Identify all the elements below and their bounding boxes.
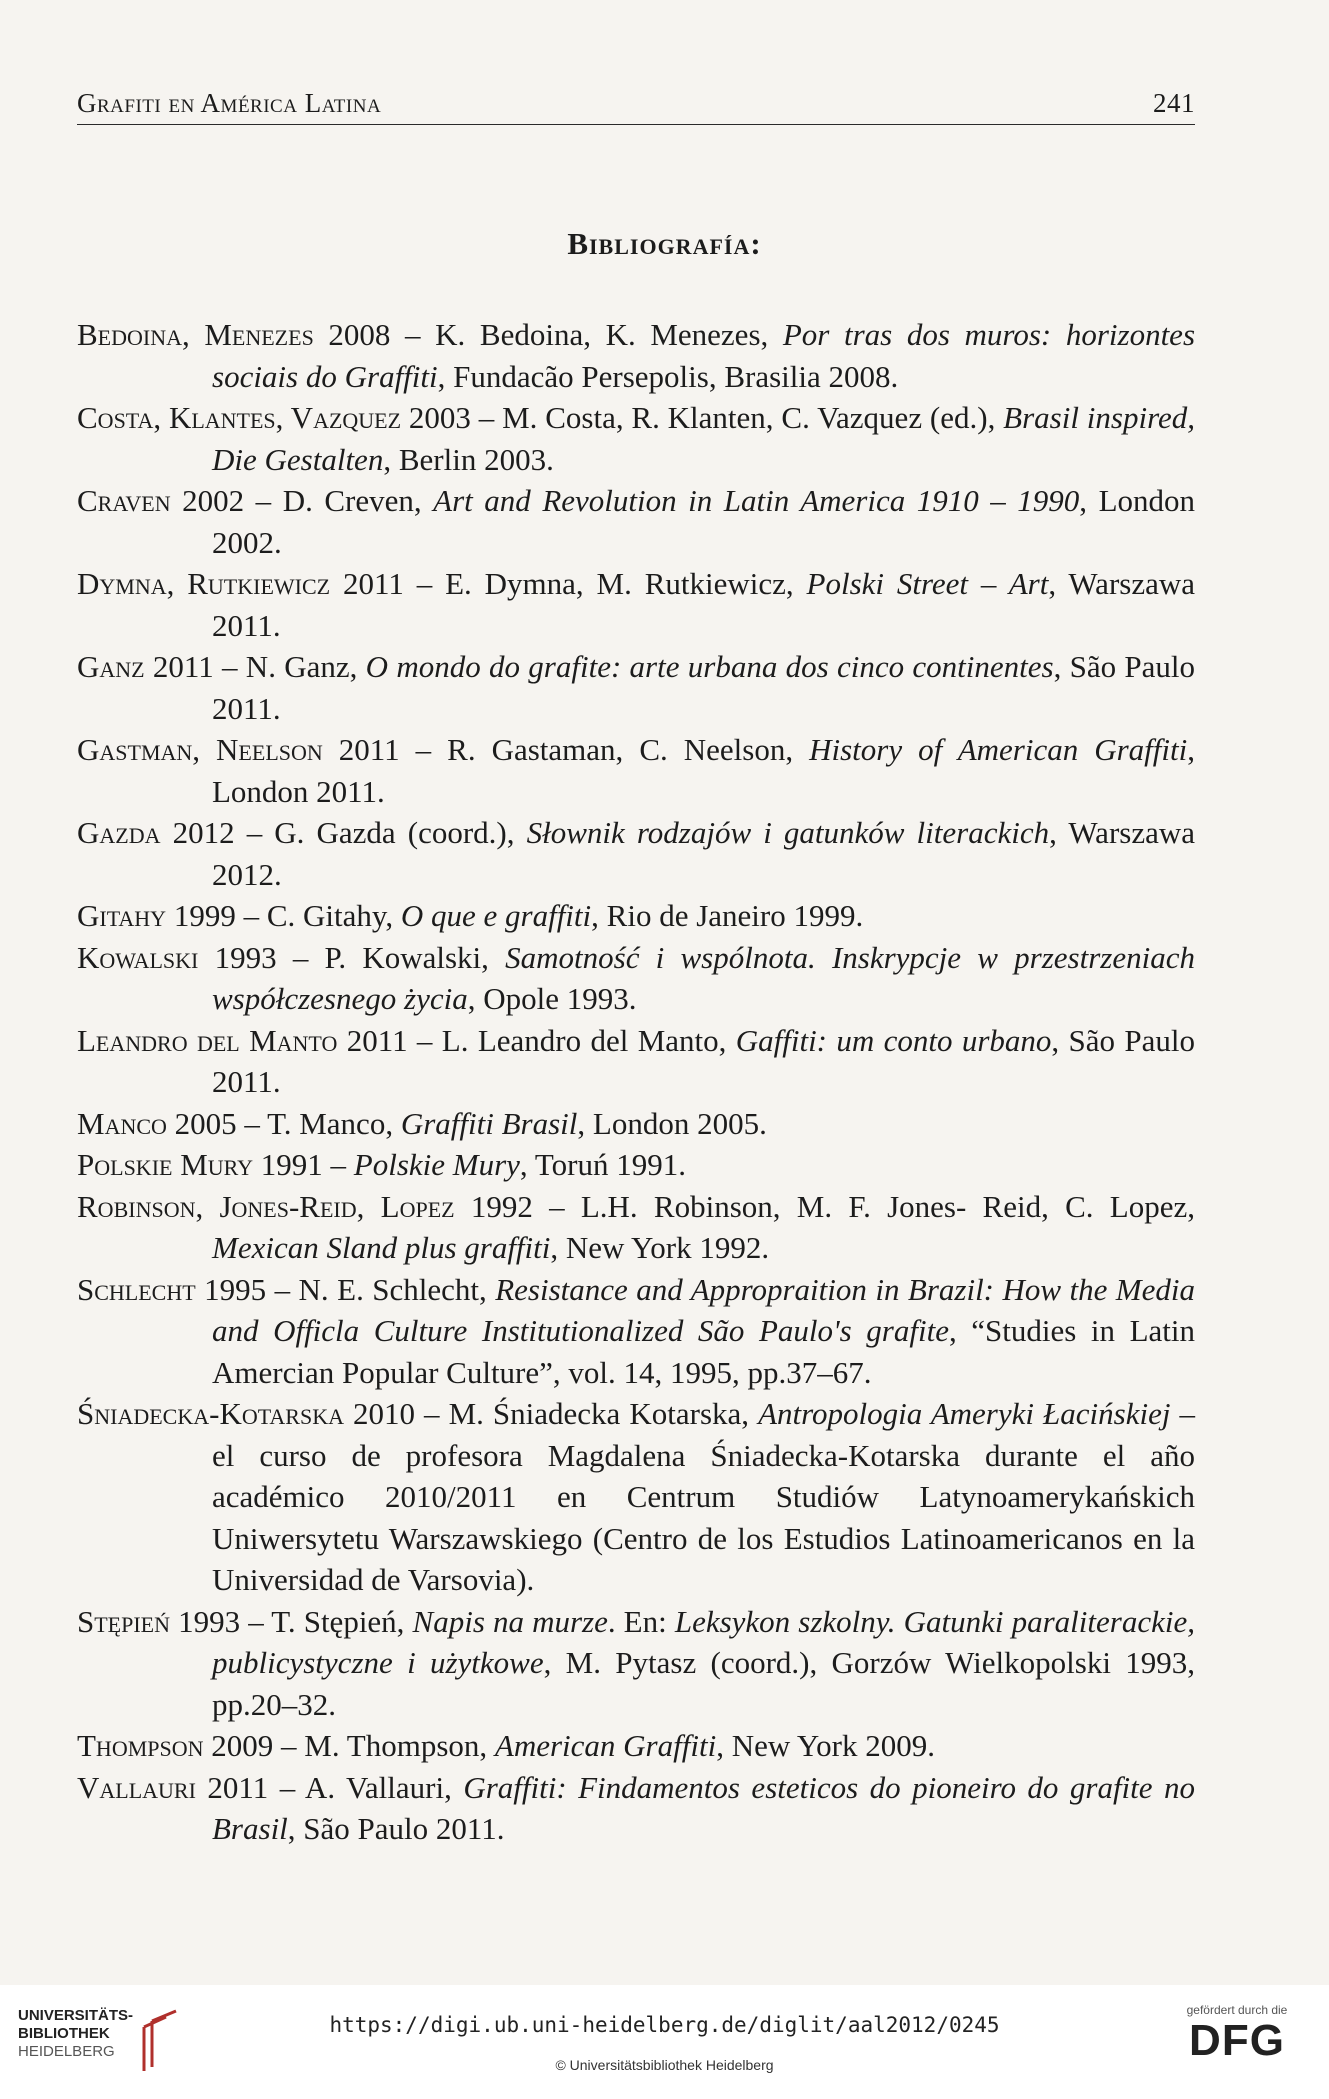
- entry-author: Bedoina, Menezes: [77, 317, 314, 352]
- entry-text: 2009 – M. Thompson,: [203, 1728, 495, 1763]
- entry-title: Polskie Mury: [353, 1147, 520, 1182]
- bibliography-entry: [77, 563, 1195, 646]
- entry-author: Gastman, Neelson: [77, 732, 323, 767]
- bibliography-entry: [77, 1767, 1195, 1850]
- entry-title: American Graffiti: [494, 1728, 717, 1763]
- entry-text: , New York 1992.: [550, 1230, 770, 1265]
- entry-text: 1991 –: [253, 1147, 354, 1182]
- entry-title: Gaffiti: um conto urbano: [735, 1022, 1052, 1058]
- entry-title: O mondo do grafite: arte urbana dos cinco continentes: [365, 649, 1054, 684]
- bibliography-entry: [77, 1601, 1195, 1726]
- digitization-footer: [0, 1985, 1329, 2099]
- entry-text: 1992 – L.H. Robinson, M. F. Jones- Reid, C. Lopez,: [454, 1188, 1195, 1224]
- entry-text: , M. Pytasz (coord.), Gorzów Wielkopolski 1993, pp.20–32.: [212, 1645, 1195, 1722]
- bibliography-entry: [77, 646, 1195, 729]
- entry-text: 1993 – T. Stępień,: [170, 1603, 413, 1639]
- entry-text: 1993 – P. Kowalski,: [198, 939, 506, 975]
- bibliography-entry: [77, 1103, 1195, 1145]
- entry-text: , Fundacão Persepolis, Brasilia 2008.: [437, 358, 899, 394]
- entry-text: 1995 – N. E. Schlecht,: [195, 1271, 496, 1307]
- entry-author: Śniadecka-Kotarska: [77, 1396, 344, 1431]
- funding-caption: gefördert durch die: [1186, 2003, 1288, 2017]
- entry-title: Leksykon szkolny. Gatunki paraliterackie, publicystyczne i użytkowe: [212, 1603, 1195, 1680]
- entry-text: 1999 – C. Gitahy,: [166, 898, 401, 933]
- entry-author: Manco: [77, 1105, 167, 1141]
- copyright-notice: © Universitätsbibliothek Heidelberg: [555, 2057, 774, 2073]
- running-title: Grafiti en América Latina: [77, 88, 382, 118]
- entry-author: Gitahy: [77, 898, 167, 933]
- entry-title: Antropologia Ameryki Łacińskiej: [758, 1396, 1171, 1431]
- entry-text: , “Studies in Latin Amercian Popular Culture”, vol. 14, 1995, pp.37–67.: [212, 1313, 1195, 1390]
- entry-title: Art and Revolution in Latin America 1910 – 1990: [433, 483, 1080, 518]
- entry-text: 2011 – E. Dymna, M. Rutkiewicz,: [330, 566, 807, 601]
- entry-author: Kowalski: [77, 939, 199, 975]
- bibliography-entry: [77, 1144, 1195, 1186]
- running-head: [77, 88, 1195, 119]
- page-number: 241: [1153, 88, 1195, 118]
- bibliography-entry: [77, 895, 1195, 937]
- entry-title: Samotność i wspólnota. Inskrypcje w przestrzeniach współczesnego życia: [212, 939, 1195, 1016]
- entry-text: 2011 – A. Vallauri,: [195, 1769, 464, 1805]
- entry-text: , Rio de Janeiro 1999.: [591, 898, 864, 933]
- entry-text: , São Paulo 2011.: [212, 649, 1195, 726]
- entry-author: Polskie Mury: [77, 1147, 254, 1182]
- source-url-link[interactable]: https://digi.ub.uni-heidelberg.de/diglit/aal2012/0245: [329, 2013, 1000, 2037]
- entry-title: Polski Street – Art: [806, 566, 1049, 601]
- entry-title: Resistance and Appropraition in Brazil: How the Media and Officla Culture Institutionalized São Paulo's grafite: [212, 1271, 1195, 1348]
- entry-text: . En:: [607, 1603, 675, 1639]
- entry-text: – el curso de profesora Magdalena Śniadecka-Kotarska durante el año académico 2010/2011 en Centrum Studiów Latynoamerykańskich Uniwersytetu Warszawskiego (Centro de los Estudios Latinoamericanos en la Universidad de Varsovia).: [212, 1396, 1196, 1597]
- entry-author: Robinson, Jones-Reid, Lopez: [77, 1188, 455, 1224]
- entry-author: Leandro del Manto: [77, 1022, 338, 1058]
- bibliography-entry: [77, 1725, 1195, 1767]
- entry-author: Ganz: [77, 649, 145, 684]
- entry-text: 2008 – K. Bedoina, K. Menezes,: [313, 317, 783, 352]
- entry-text: 2011 – R. Gastaman, C. Neelson,: [322, 732, 810, 767]
- bibliography-entry: [77, 812, 1195, 895]
- entry-text: , Warszawa 2012.: [212, 815, 1195, 892]
- entry-author: Costa, Klantes, Vazquez: [77, 400, 402, 435]
- entry-title: History of American Graffiti: [809, 732, 1188, 767]
- entry-text: 2011 – L. Leandro del Manto,: [337, 1022, 736, 1058]
- bibliography-list: [77, 314, 1195, 1850]
- entry-text: 2010 – M. Śniadecka Kotarska,: [343, 1396, 759, 1431]
- bibliography-entry: [77, 1269, 1195, 1394]
- entry-author: Craven: [77, 483, 171, 518]
- entry-text: , Opole 1993.: [467, 981, 637, 1016]
- library-name-line2: BIBLIOTHEK: [18, 2025, 110, 2042]
- entry-text: , Berlin 2003.: [383, 441, 554, 477]
- bibliography-entry: [77, 1186, 1195, 1269]
- entry-text: 2011 – N. Ganz,: [144, 649, 366, 684]
- entry-author: Stępień: [77, 1603, 171, 1639]
- entry-text: , New York 2009.: [716, 1728, 935, 1763]
- library-name-line3: HEIDELBERG: [18, 2043, 115, 2060]
- bibliography-entry: [77, 1020, 1195, 1103]
- entry-text: , London 2002.: [212, 483, 1196, 560]
- bibliography-entry: [77, 729, 1195, 812]
- entry-text: 2002 – D. Creven,: [170, 483, 434, 518]
- bibliography-entry: [77, 480, 1195, 563]
- entry-text: , Warszawa 2011.: [212, 566, 1195, 643]
- library-name-line1: UNIVERSITÄTS-: [18, 2007, 134, 2024]
- bibliography-entry: [77, 937, 1195, 1020]
- entry-author: Vallauri: [77, 1769, 196, 1805]
- entry-author: Thompson: [77, 1728, 204, 1763]
- entry-text: 2005 – T. Manco,: [166, 1105, 401, 1141]
- entry-text: , São Paulo 2011.: [212, 1022, 1195, 1099]
- entry-title: Brasil inspired, Die Gestalten: [212, 400, 1195, 477]
- entry-title: Napis na murze: [412, 1603, 608, 1639]
- entry-text: 2012 – G. Gazda (coord.),: [160, 815, 527, 850]
- entry-title: Graffiti Brasil: [400, 1105, 578, 1141]
- entry-title: O que e graffiti: [400, 898, 592, 933]
- header-rule: [77, 124, 1195, 125]
- entry-author: Dymna, Rutkiewicz: [77, 566, 331, 601]
- entry-author: Schlecht: [77, 1271, 196, 1307]
- entry-text: 2003 – M. Costa, R. Klanten, C. Vazquez (ed.),: [401, 400, 1004, 435]
- entry-text: , London 2005.: [577, 1105, 767, 1141]
- entry-title: Słownik rodzajów i gatunków literackich: [526, 815, 1050, 850]
- entry-author: Gazda: [77, 815, 161, 850]
- dfg-wordmark: DFG: [1189, 2016, 1285, 2065]
- entry-title: Mexican Sland plus graffiti: [212, 1230, 551, 1265]
- bibliography-entry: [77, 397, 1195, 480]
- entry-text: , London 2011.: [212, 732, 1195, 809]
- bibliography-entry: [77, 314, 1195, 397]
- bibliography-entry: [77, 1393, 1195, 1601]
- entry-title: Por tras dos muros: horizontes sociais do Graffiti: [212, 317, 1196, 394]
- entry-text: , Toruń 1991.: [519, 1147, 686, 1182]
- entry-text: , São Paulo 2011.: [287, 1811, 505, 1846]
- dfg-logo: [1167, 2003, 1307, 2065]
- entry-title: Graffiti: Findamentos esteticos do pioneiro do grafite no Brasil: [212, 1769, 1195, 1846]
- section-title: Bibliografía:: [567, 226, 762, 261]
